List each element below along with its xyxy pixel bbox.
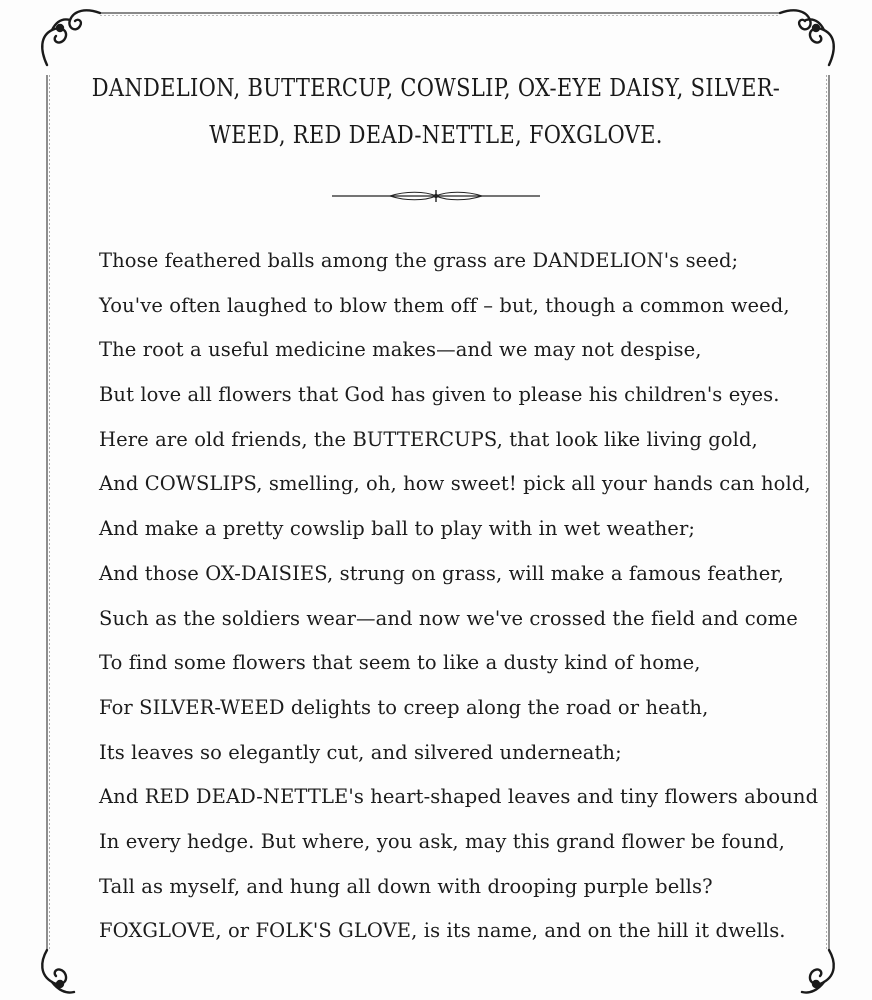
poem-line: For SILVER-WEED delights to creep along the road or heath, bbox=[99, 695, 709, 719]
corner-ornament-top-left bbox=[42, 10, 100, 65]
corner-ornament-top-right bbox=[780, 10, 834, 65]
poem-line: And those OX-DAISIES, strung on grass, will make a famous feather, bbox=[99, 561, 784, 585]
poem-line: Tall as myself, and hung all down with drooping purple bells? bbox=[99, 874, 713, 898]
corner-ornament-bottom-left bbox=[42, 950, 74, 993]
poem-line: Its leaves so elegantly cut, and silvered underneath; bbox=[99, 740, 622, 764]
poem-line: You've often laughed to blow them off – but, though a common weed, bbox=[99, 293, 790, 317]
poem-line: In every hedge. But where, you ask, may this grand flower be found, bbox=[99, 829, 785, 853]
poem-text bbox=[99, 244, 819, 959]
page-title-line-2: WEED, RED DEAD-NETTLE, FOXGLOVE. bbox=[209, 121, 663, 149]
poem-line: FOXGLOVE, or FOLK'S GLOVE, is its name, and on the hill it dwells. bbox=[99, 919, 786, 943]
poem-line: To find some flowers that seem to like a dusty kind of home, bbox=[99, 651, 701, 675]
poem-line: And RED DEAD-NETTLE's heart-shaped leaves and tiny flowers abound bbox=[99, 785, 819, 809]
poem-line: Here are old friends, the BUTTERCUPS, that look like living gold, bbox=[99, 427, 758, 451]
poem-line: But love all flowers that God has given to please his children's eyes. bbox=[99, 383, 780, 407]
corner-ornament-bottom-right bbox=[802, 950, 834, 993]
poem-line: The root a useful medicine makes—and we may not despise, bbox=[99, 338, 702, 362]
poem-line: Such as the soldiers wear—and now we've crossed the field and come bbox=[99, 606, 798, 630]
poem-line: And make a pretty cowslip ball to play with in wet weather; bbox=[99, 517, 696, 541]
ornamental-divider bbox=[330, 188, 542, 204]
poem-line: And COWSLIPS, smelling, oh, how sweet! pick all your hands can hold, bbox=[99, 472, 811, 496]
page-title-line-1: DANDELION, BUTTERCUP, COWSLIP, OX-EYE DAISY, SILVER- bbox=[91, 74, 781, 102]
poem-line: Those feathered balls among the grass are DANDELION's seed; bbox=[99, 249, 739, 272]
